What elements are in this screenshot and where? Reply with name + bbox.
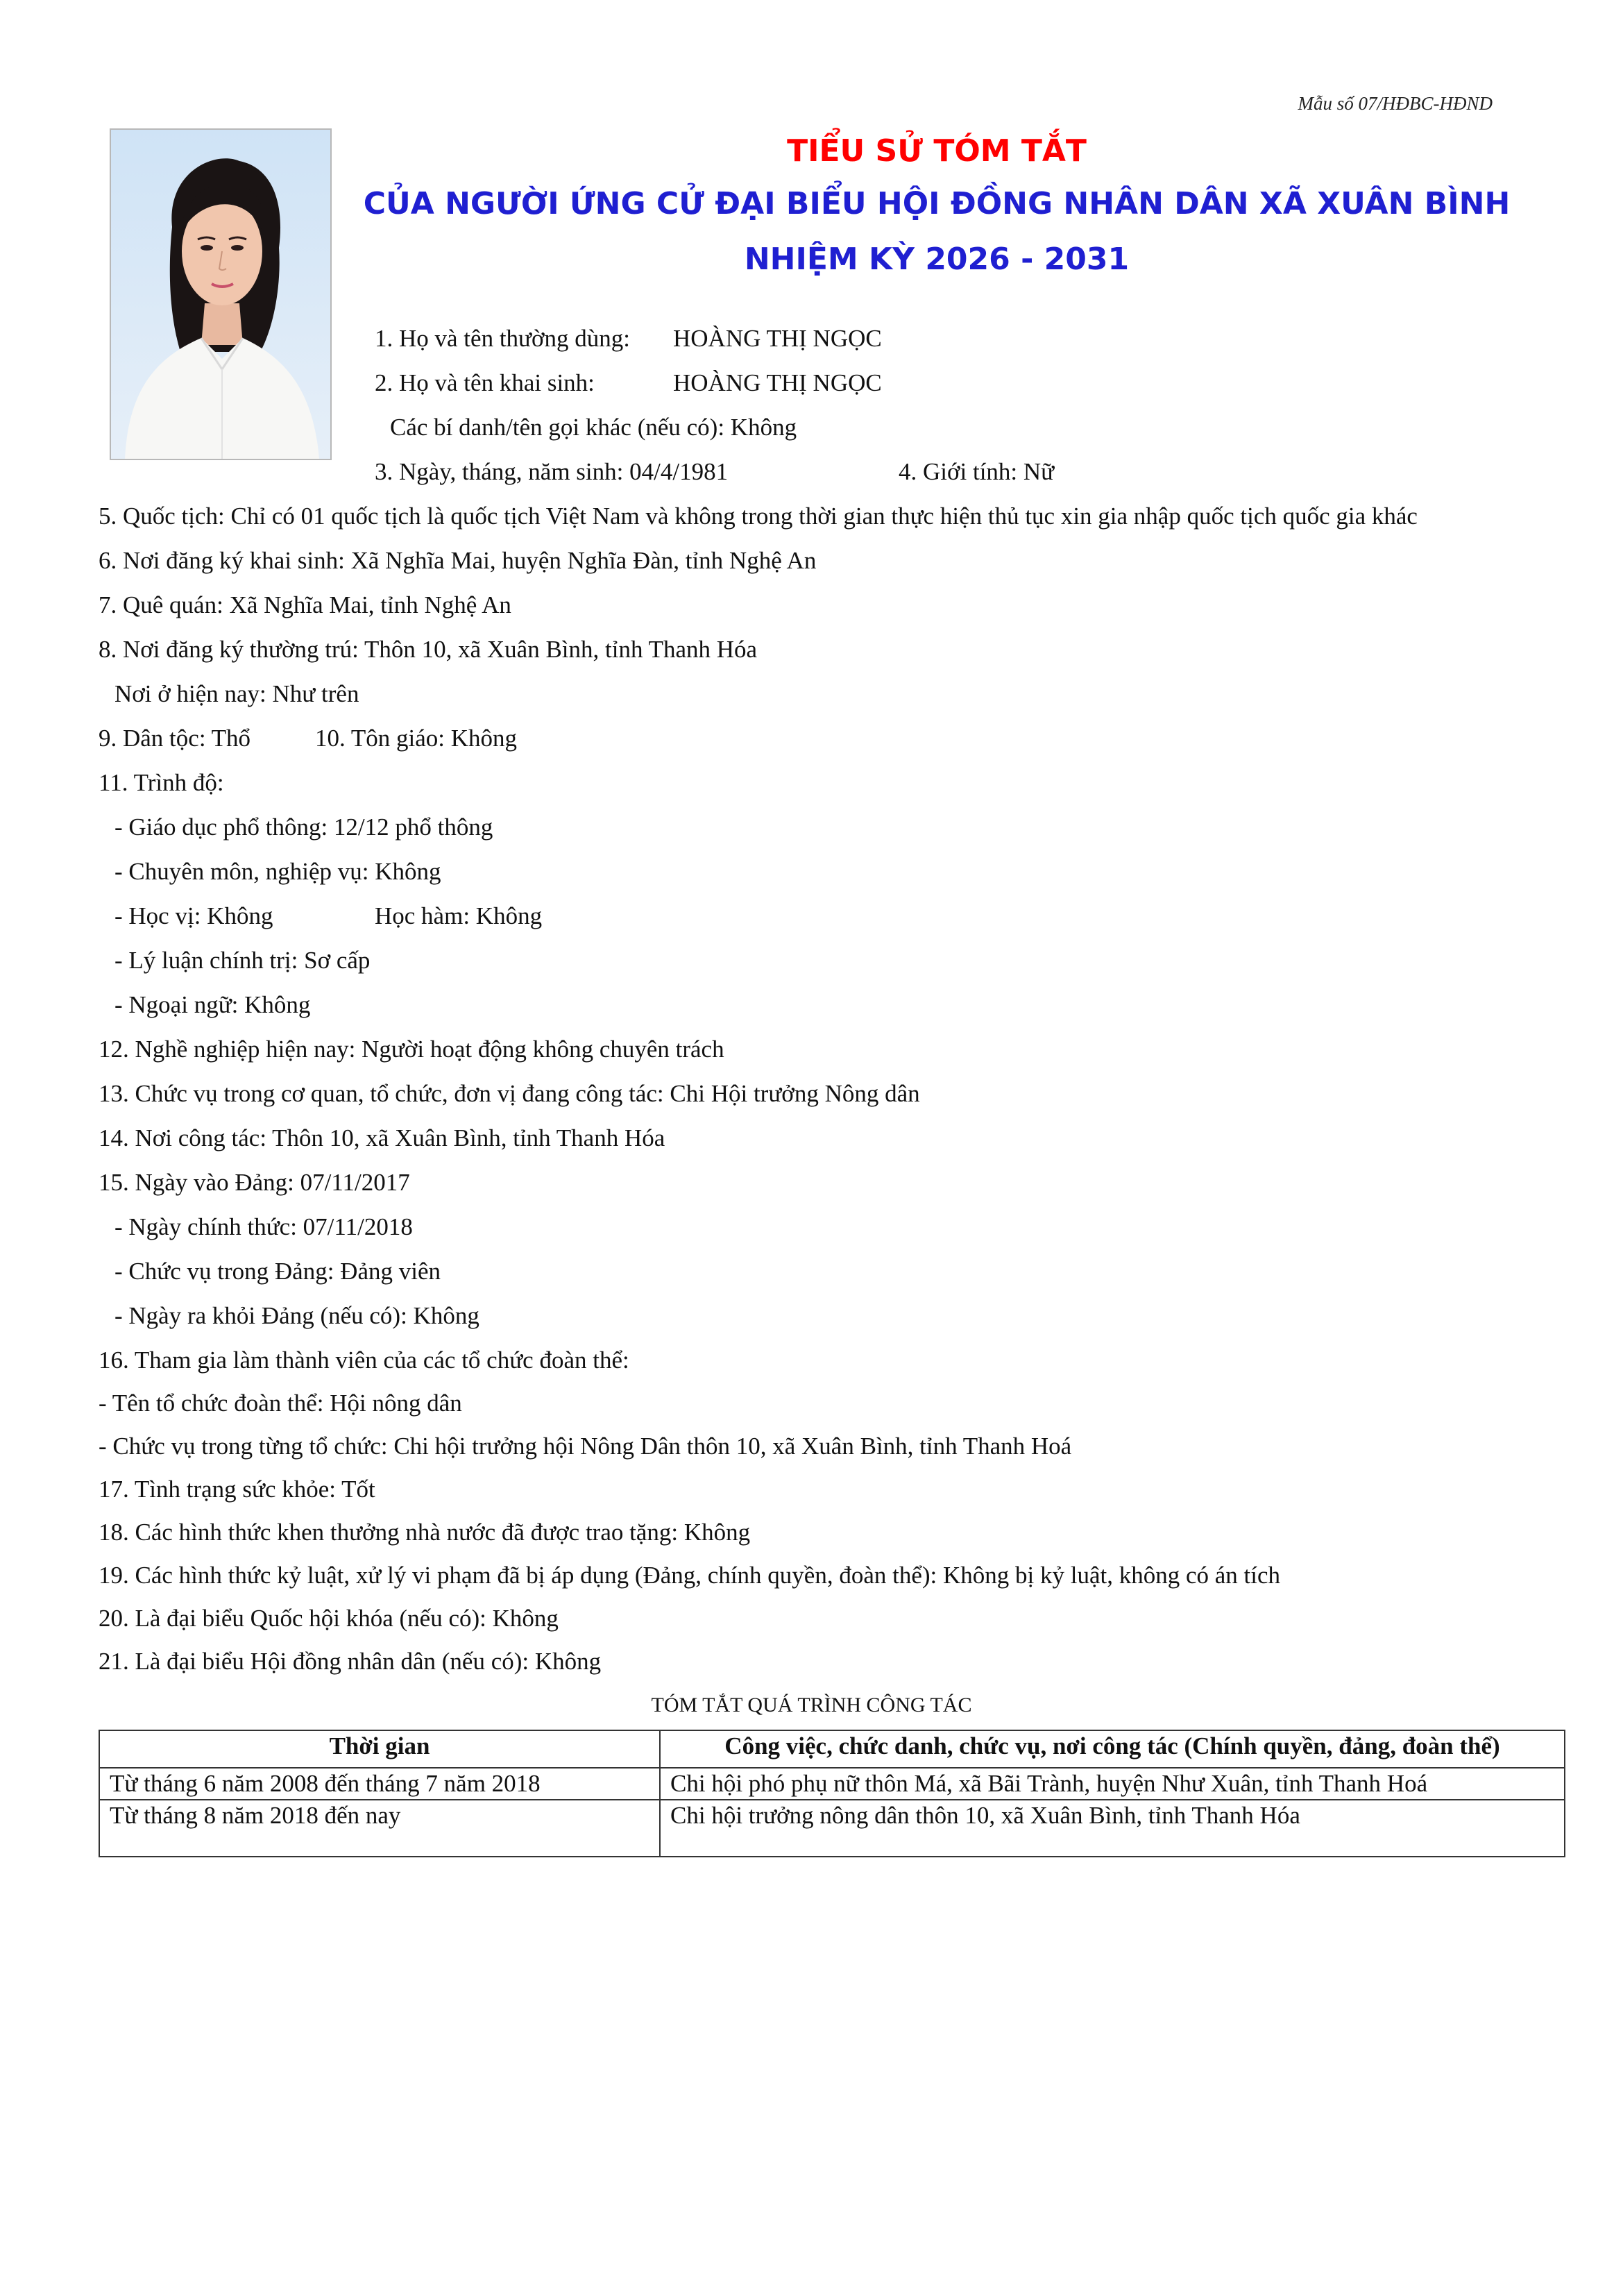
title-line-3: NHIỆM KỲ 2026 - 2031 (744, 242, 1130, 277)
field-2-value: HOÀNG THỊ NGỌC (673, 369, 882, 396)
field-11-profession: - Chuyên môn, nghiệp vụ: Không (114, 858, 441, 885)
table-row (99, 1800, 1565, 1857)
table-row (99, 1768, 1565, 1800)
portrait-image (111, 130, 330, 459)
field-8: 8. Nơi đăng ký thường trú: Thôn 10, xã Xuân Bình, tỉnh Thanh Hóa (99, 636, 758, 663)
field-11-degree-title (114, 901, 542, 931)
field-5: 5. Quốc tịch: Chỉ có 01 quốc tịch là quốc tịch Việt Nam và không trong thời gian thực hiện thủ tục xin gia nhập quốc tịch quốc gia khác (99, 503, 1418, 530)
work-history-table (99, 1730, 1565, 1857)
row-2-position: Chi hội trưởng nông dân thôn 10, xã Xuân Bình, tỉnh Thanh Hóa (660, 1800, 1565, 1857)
field-10: 10. Tôn giáo: Không (315, 725, 518, 752)
field-11-academic-title: Học hàm: Không (375, 902, 543, 929)
field-11: 11. Trình độ: (99, 769, 224, 796)
portrait-photo (110, 128, 332, 460)
field-1-label: 1. Họ và tên thường dùng: (375, 325, 630, 352)
field-11-degree: - Học vị: Không (114, 902, 273, 929)
field-16: 16. Tham gia làm thành viên của các tổ chức đoàn thể: (99, 1347, 629, 1374)
row-1-time: Từ tháng 6 năm 2008 đến tháng 7 năm 2018 (99, 1768, 660, 1800)
document-title (340, 129, 1533, 296)
field-11-political-theory: - Lý luận chính trị: Sơ cấp (114, 947, 371, 974)
field-13: 13. Chức vụ trong cơ quan, tổ chức, đơn vị đang công tác: Chi Hội trưởng Nông dân (99, 1080, 920, 1107)
field-20: 20. Là đại biểu Quốc hội khóa (nếu có): Không (99, 1605, 559, 1632)
field-1-value: HOÀNG THỊ NGỌC (673, 325, 882, 352)
title-line-2: CỦA NGƯỜI ỨNG CỬ ĐẠI BIỂU HỘI ĐỒNG NHÂN DÂN XÃ XUÂN BÌNH (363, 186, 1511, 221)
field-11-foreign-language: - Ngoại ngữ: Không (114, 991, 311, 1018)
title-line-1: TIỂU SỬ TÓM TẮT (787, 133, 1087, 169)
field-15-official-date: - Ngày chính thức: 07/11/2018 (114, 1213, 413, 1240)
field-alias: Các bí danh/tên gọi khác (nếu có): Không (390, 414, 797, 441)
work-summary-title: TÓM TẮT QUÁ TRÌNH CÔNG TÁC (651, 1694, 972, 1716)
field-8-current-residence: Nơi ở hiện nay: Như trên (114, 680, 359, 707)
header-position: Công việc, chức danh, chức vụ, nơi công tác (Chính quyền, đảng, đoàn thể) (660, 1730, 1565, 1768)
field-16-position: - Chức vụ trong từng tổ chức: Chi hội trưởng hội Nông Dân thôn 10, xã Xuân Bình, tỉnh Thanh Hoá (99, 1433, 1072, 1460)
table-header-row (99, 1730, 1565, 1768)
field-4: 4. Giới tính: Nữ (899, 458, 1055, 485)
field-3-4 (375, 457, 1054, 487)
field-7: 7. Quê quán: Xã Nghĩa Mai, tỉnh Nghệ An (99, 591, 511, 618)
row-1-position: Chi hội phó phụ nữ thôn Má, xã Bãi Trành, huyện Như Xuân, tỉnh Thanh Hoá (660, 1768, 1565, 1800)
field-17: 17. Tình trạng sức khỏe: Tốt (99, 1476, 375, 1503)
field-6: 6. Nơi đăng ký khai sinh: Xã Nghĩa Mai, huyện Nghĩa Đàn, tỉnh Nghệ An (99, 547, 817, 574)
field-3: 3. Ngày, tháng, năm sinh: 04/4/1981 (375, 458, 729, 485)
header-time: Thời gian (99, 1730, 660, 1768)
field-19: 19. Các hình thức kỷ luật, xử lý vi phạm đã bị áp dụng (Đảng, chính quyền, đoàn thể): Không bị kỷ luật, không có án tích (99, 1562, 1281, 1589)
row-2-time: Từ tháng 8 năm 2018 đến nay (99, 1800, 660, 1857)
field-15: 15. Ngày vào Đảng: 07/11/2017 (99, 1169, 410, 1196)
field-14: 14. Nơi công tác: Thôn 10, xã Xuân Bình, tỉnh Thanh Hóa (99, 1124, 665, 1151)
form-number: Mẫu số 07/HĐBC-HĐND (1298, 93, 1493, 114)
field-2-label: 2. Họ và tên khai sinh: (375, 369, 595, 396)
field-9-10 (99, 723, 517, 754)
field-21: 21. Là đại biểu Hội đồng nhân dân (nếu có): Không (99, 1648, 602, 1675)
field-2 (375, 368, 882, 398)
field-16-organization: - Tên tổ chức đoàn thể: Hội nông dân (99, 1390, 462, 1417)
field-15-party-position: - Chức vụ trong Đảng: Đảng viên (114, 1258, 441, 1285)
field-11-general-education: - Giáo dục phổ thông: 12/12 phổ thông (114, 813, 493, 841)
field-9: 9. Dân tộc: Thổ (99, 725, 251, 752)
field-18: 18. Các hình thức khen thưởng nhà nước đã được trao tặng: Không (99, 1519, 751, 1546)
field-12: 12. Nghề nghiệp hiện nay: Người hoạt động không chuyên trách (99, 1036, 724, 1063)
field-15-leave-date: - Ngày ra khỏi Đảng (nếu có): Không (114, 1302, 479, 1329)
field-1 (375, 323, 882, 354)
